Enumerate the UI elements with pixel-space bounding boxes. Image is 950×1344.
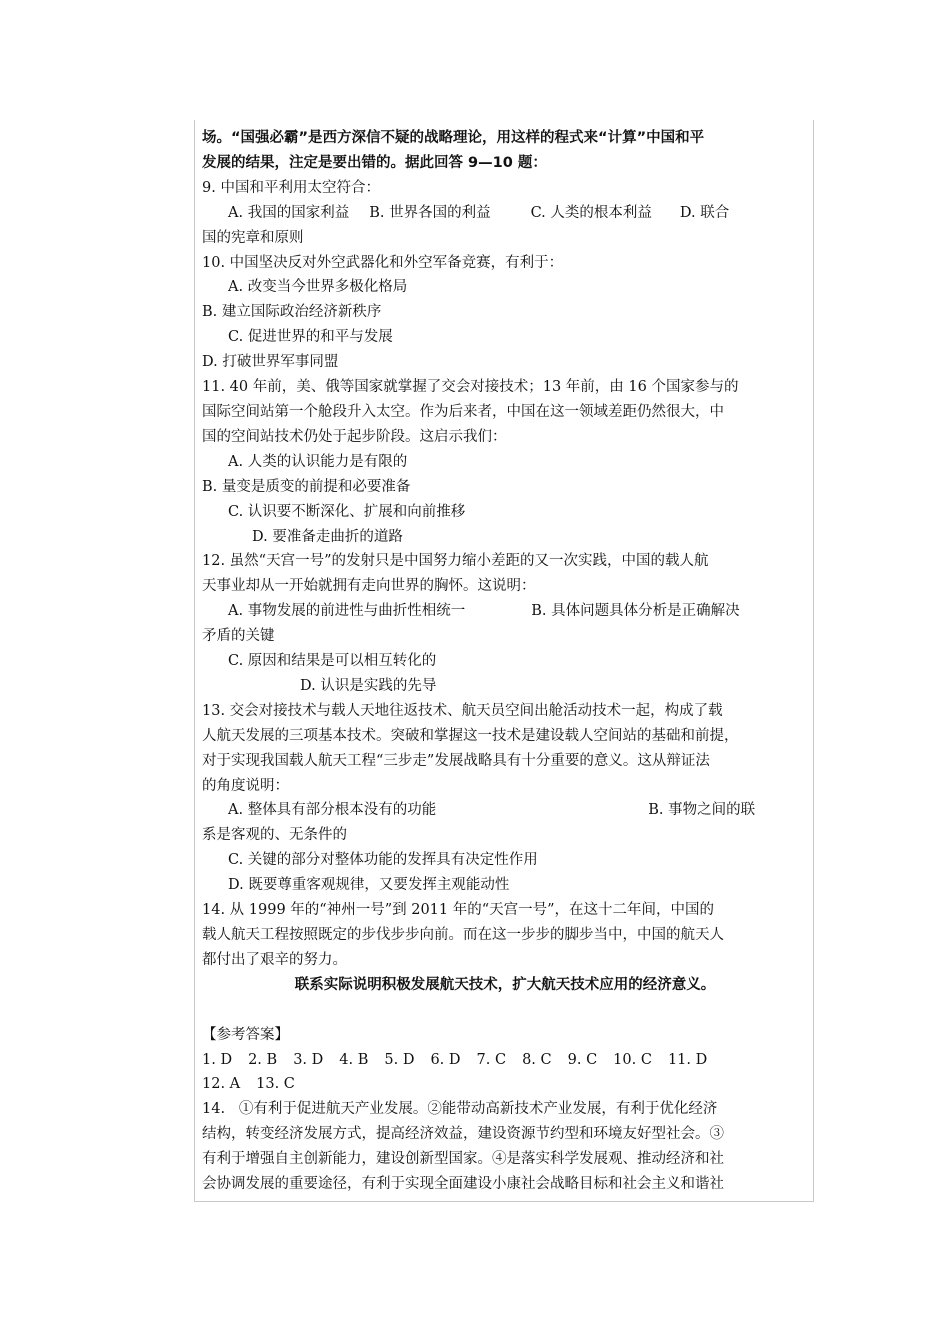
q10-option-c: C. 促进世界的和平与发展: [228, 329, 393, 346]
answers-heading: 【参考答案】: [202, 1026, 289, 1043]
q9-option-d: D. 联合: [679, 204, 730, 221]
q13-option-b-cont: 系是客观的、无条件的: [202, 827, 347, 844]
q11-option-d: D. 要准备走曲折的道路: [252, 528, 403, 545]
q10-option-b: B. 建立国际政治经济新秩序: [202, 304, 382, 321]
q10-option-d: D. 打破世界军事同盟: [202, 354, 339, 371]
q9-option-b: B. 世界各国的利益: [369, 204, 491, 221]
q12-option-b: B. 具体问题具体分析是正确解决: [531, 603, 740, 620]
q11-option-b: B. 量变是质变的前提和必要准备: [202, 478, 411, 495]
answer-8: 8. C: [522, 1051, 552, 1068]
q13-option-a: A. 整体具有部分根本没有的功能: [228, 802, 437, 819]
answers-row-1: [202, 1048, 808, 1073]
answer-13: 13. C: [256, 1076, 295, 1093]
answer-14-line-3: 有利于增强自主创新能力，建设创新型国家。④是落实科学发展观、推动经济和社: [202, 1151, 724, 1168]
q14-stem-2: 载人航天工程按照既定的步伐步步向前。而在这一步步的脚步当中，中国的航天人: [202, 927, 724, 943]
q14-task: 联系实际说明积极发展航天技术，扩大航天技术应用的经济意义。: [294, 976, 716, 993]
q13-stem-4: 的角度说明：: [202, 777, 289, 794]
q12-option-a: A. 事物发展的前进性与曲折性相统一: [228, 603, 466, 620]
q12-options-ab: [202, 599, 808, 624]
q11-stem-2: 国际空间站第一个舱段升入太空。作为后来者，中国在这一领域差距仍然很大，中: [202, 403, 724, 420]
q11-stem-1: 11. 40 年前，美、俄等国家就掌握了交会对接技术；13 年前，由 16 个国家参与的: [202, 379, 739, 396]
answer-7: 7. C: [476, 1051, 507, 1068]
answer-14-line-2: 结构，转变经济发展方式，提高经济效益，建设资源节约型和环境友好型社会。③: [202, 1126, 724, 1143]
q11-option-c: C. 认识要不断深化、扩展和向前推移: [228, 503, 466, 520]
q13-option-c: C. 关键的部分对整体功能的发挥具有决定性作用: [228, 852, 538, 869]
q12-option-c: C. 原因和结果是可以相互转化的: [228, 653, 437, 670]
q12-option-b-cont: 矛盾的关键: [202, 628, 275, 645]
q13-option-d: D. 既要尊重客观规律，又要发挥主观能动性: [228, 877, 510, 894]
intro-line-1: 场。“国强必霸”是西方深信不疑的战略理论，用这样的程式来“计算”中国和平: [202, 130, 705, 146]
q12-stem-1: 12. 虽然“天宫一号”的发射只是中国努力缩小差距的又一次实践，中国的载人航: [202, 553, 709, 570]
spacer: [202, 998, 808, 1023]
q10-stem: 10. 中国坚决反对外空武器化和外空军备竞赛，有利于：: [202, 254, 564, 271]
q10-option-a: A. 改变当今世界多极化格局: [228, 279, 408, 296]
q13-stem-1: 13. 交会对接技术与载人天地往返技术、航天员空间出舱活动技术一起，构成了载: [202, 702, 723, 719]
q11-option-a: A. 人类的认识能力是有限的: [228, 453, 408, 470]
answer-11: 11. D: [667, 1051, 708, 1068]
answer-4: 4. B: [339, 1051, 369, 1068]
answer-1: 1. D: [202, 1051, 233, 1068]
q14-stem-1: 14. 从 1999 年的“神州一号”到 2011 年的“天宫一号”，在这十二年间，中国的: [202, 902, 715, 919]
answer-5: 5. D: [384, 1051, 415, 1068]
q13-stem-2: 人航天发展的三项基本技术。突破和掌握这一技术是建设载人空间站的基础和前提，: [202, 727, 739, 744]
q14-stem-3: 都付出了艰辛的努力。: [202, 951, 347, 968]
q9-stem: 9. 中国和平利用太空符合：: [202, 179, 380, 196]
q12-stem-2: 天事业却从一开始就拥有走向世界的胸怀。这说明：: [202, 578, 536, 595]
answers-row-2: [202, 1072, 808, 1097]
q13-options-ab: [202, 798, 808, 823]
q9-options: [202, 201, 808, 226]
document-body: [202, 126, 808, 1197]
answer-3: 3. D: [293, 1051, 324, 1068]
answer-12: 12. A: [202, 1076, 241, 1093]
intro-line-2: 发展的结果，注定是要出错的。据此回答 9—10 题：: [202, 154, 547, 171]
q9-option-a: A. 我国的国家利益: [228, 204, 350, 221]
answer-14-line-4: 会协调发展的重要途径，有利于实现全面建设小康社会战略目标和社会主义和谐社: [202, 1176, 724, 1193]
answer-10: 10. C: [613, 1051, 652, 1068]
answer-2: 2. B: [248, 1051, 278, 1068]
q13-stem-3: 对于实现我国载人航天工程“三步走”发展战略具有十分重要的意义。这从辩证法: [202, 752, 710, 769]
q9-option-c: C. 人类的根本利益: [530, 204, 652, 221]
answer-9: 9. C: [567, 1051, 598, 1068]
q9-option-d-cont: 国的宪章和原则: [202, 229, 304, 246]
q11-stem-3: 国的空间站技术仍处于起步阶段。这启示我们：: [202, 428, 507, 445]
answer-14-line-1: 14. ①有利于促进航天产业发展。②能带动高新技术产业发展，有利于优化经济: [202, 1101, 718, 1118]
answer-6: 6. D: [430, 1051, 461, 1068]
q12-option-d: D. 认识是实践的先导: [300, 677, 437, 694]
q13-option-b: B. 事物之间的联: [648, 802, 756, 819]
